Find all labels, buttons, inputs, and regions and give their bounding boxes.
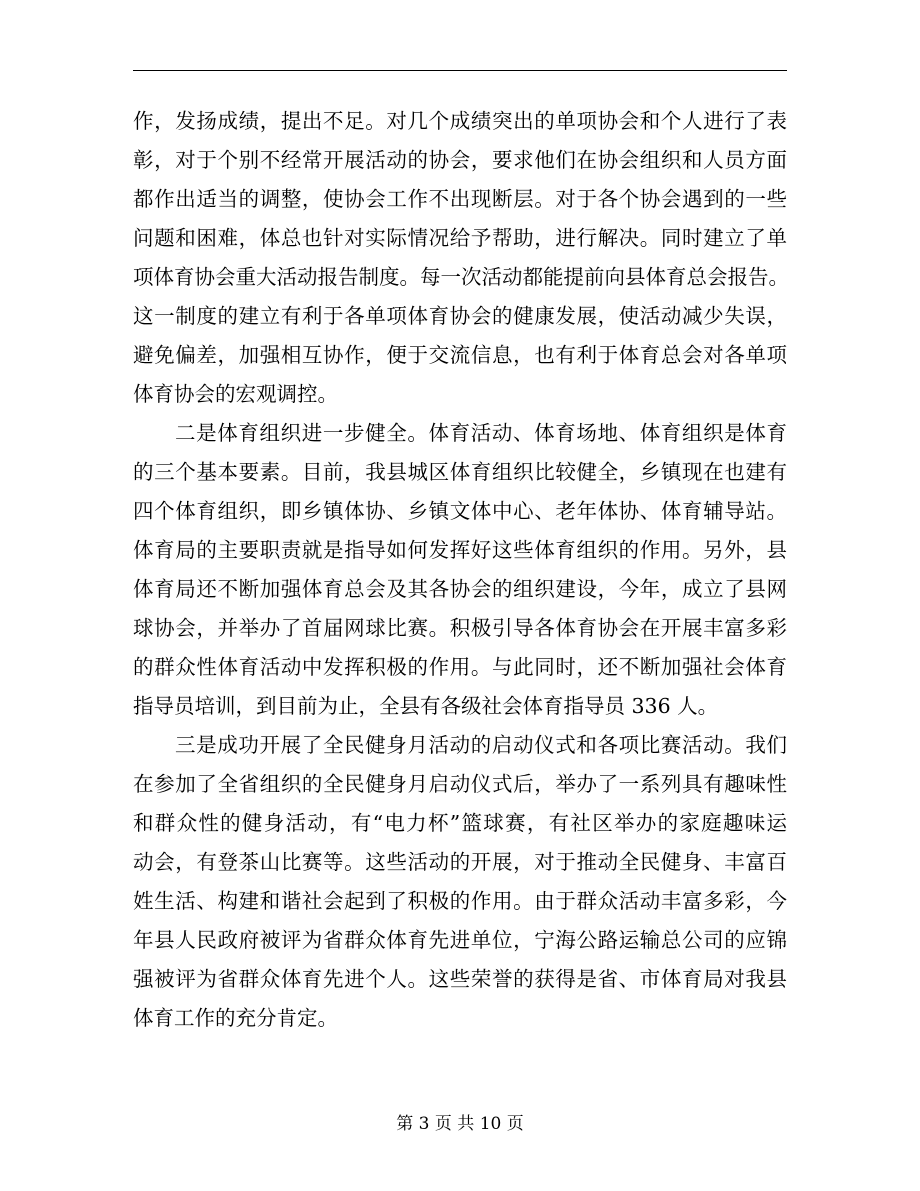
text-line: 彰，对于个别不经常开展活动的协会，要求他们在协会组织和人员方面 (133, 148, 787, 172)
text-line: 年县人民政府被评为省群众体育先进单位，宁海公路运输总公司的应锦 (133, 928, 787, 952)
text-line: 动会，有登茶山比赛等。这些活动的开展，对于推动全民健身、丰富百 (133, 850, 787, 874)
text-line: 体育局还不断加强体育总会及其各协会的组织建设，今年，成立了县网 (133, 577, 787, 601)
text-line: 球协会，并举办了首届网球比赛。积极引导各体育协会在开展丰富多彩 (133, 616, 787, 640)
text-line: 的群众性体育活动中发挥积极的作用。与此同时，还不断加强社会体育 (133, 655, 787, 679)
text-line: 体育局的主要职责就是指导如何发挥好这些体育组织的作用。另外，县 (133, 538, 787, 562)
page-number: 第 3 页 共 10 页 (396, 1114, 524, 1134)
text-line: 避免偏差，加强相互协作，便于交流信息，也有利于体育总会对各单项 (133, 343, 787, 367)
text-line: 作，发扬成绩，提出不足。对几个成绩突出的单项协会和个人进行了表 (133, 109, 787, 133)
text-line: 和群众性的健身活动，有“电力杯”篮球赛，有社区举办的家庭趣味运 (133, 811, 787, 835)
text-line: 这一制度的建立有利于各单项体育协会的健康发展，使活动减少失误， (133, 304, 787, 328)
text-line: 在参加了全省组织的全民健身月启动仪式后，举办了一系列具有趣味性 (133, 772, 787, 796)
text-line: 的三个基本要素。目前，我县城区体育组织比较健全，乡镇现在也建有 (133, 460, 787, 484)
header-rule (133, 70, 787, 71)
paragraph-start-line: 三是成功开展了全民健身月活动的启动仪式和各项比赛活动。我们 (175, 733, 787, 757)
text-line: 体育协会的宏观调控。 (133, 382, 338, 406)
paragraph-start-line: 二是体育组织进一步健全。体育活动、体育场地、体育组织是体育 (175, 421, 787, 445)
text-line: 指导员培训，到目前为止，全县有各级社会体育指导员 336 人。 (133, 694, 719, 718)
text-line: 体育工作的充分肯定。 (133, 1006, 338, 1030)
text-line: 问题和困难，体总也针对实际情况给予帮助，进行解决。同时建立了单 (133, 226, 787, 250)
text-line: 姓生活、构建和谐社会起到了积极的作用。由于群众活动丰富多彩，今 (133, 889, 787, 913)
text-line: 项体育协会重大活动报告制度。每一次活动都能提前向县体育总会报告。 (133, 265, 789, 289)
text-line: 都作出适当的调整，使协会工作不出现断层。对于各个协会遇到的一些 (133, 187, 787, 211)
text-line: 强被评为省群众体育先进个人。这些荣誉的获得是省、市体育局对我县 (133, 967, 787, 991)
text-line: 四个体育组织，即乡镇体协、乡镇文体中心、老年体协、体育辅导站。 (133, 499, 787, 523)
